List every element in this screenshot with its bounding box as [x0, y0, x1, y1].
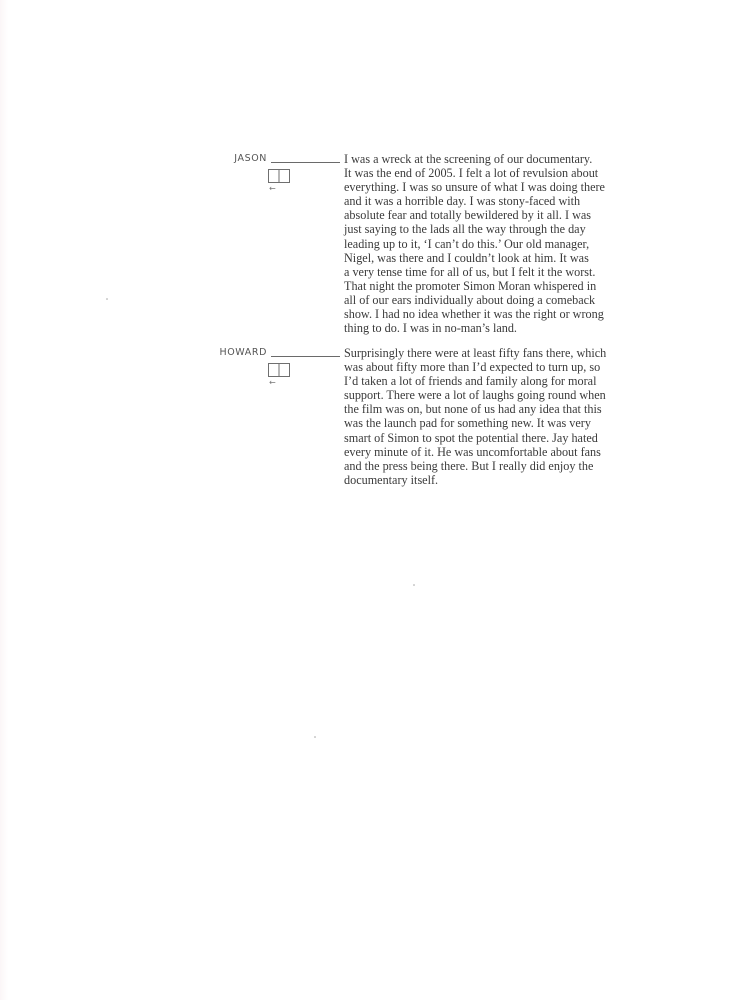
scan-speck	[413, 584, 415, 586]
speaker-rule	[271, 162, 340, 163]
speaker-rule	[271, 356, 340, 357]
text-line: leading up to it, ‘I can’t do this.’ Our old manager,	[344, 236, 590, 251]
speaker-label: JASON	[234, 153, 267, 164]
text-line: smart of Simon to spot the potential there. Jay hated	[344, 430, 598, 445]
scan-speck	[106, 298, 108, 300]
text-line: support. There were a lot of laughs going round when	[344, 388, 606, 403]
text-line: every minute of it. He was uncomfortable about fans	[344, 444, 601, 459]
book-spread-icon	[268, 363, 290, 377]
scan-speck	[314, 736, 316, 738]
text-line: and the press being there. But I really did enjoy the	[344, 458, 594, 473]
arrow-left-icon: ←	[269, 184, 276, 193]
text-line: Nigel, was there and I couldn’t look at him. It was	[344, 250, 589, 265]
text-line: was the launch pad for something new. It was very	[344, 416, 591, 431]
quote-text	[344, 152, 630, 335]
text-line: everything. I was so unsure of what I was doing there	[344, 180, 605, 195]
text-line: Surprisingly there were at least fifty fans there, which	[344, 346, 607, 360]
text-line: It was the end of 2005. I felt a lot of revulsion about	[344, 166, 599, 181]
page-gutter-shadow	[0, 0, 8, 1000]
text-line: just saying to the lads all the way through the day	[344, 222, 586, 237]
speaker-label: HOWARD	[219, 347, 267, 358]
text-line: and it was a horrible day. I was stony-faced with	[344, 194, 581, 209]
text-line: That night the promoter Simon Moran whispered in	[344, 278, 597, 293]
book-spread-icon	[268, 169, 290, 183]
quote-text	[344, 346, 630, 487]
arrow-left-icon: ←	[269, 378, 276, 387]
text-line: the film was on, but none of us had any idea that this	[344, 402, 602, 417]
text-line: was about fifty more than I’d expected to turn up, so	[344, 360, 601, 375]
text-line: show. I had no idea whether it was the right or wrong	[344, 307, 604, 322]
text-line: documentary itself.	[344, 472, 439, 487]
text-line: thing to do. I was in no-man’s land.	[344, 321, 517, 336]
text-line: I was a wreck at the screening of our documentary.	[344, 152, 593, 166]
text-line: all of our ears individually about doing a comeback	[344, 292, 596, 307]
text-line: absolute fear and totally bewildered by it all. I was	[344, 208, 592, 223]
text-line: a very tense time for all of us, but I felt it the worst.	[344, 264, 596, 279]
text-line: I’d taken a lot of friends and family along for moral	[344, 374, 597, 389]
